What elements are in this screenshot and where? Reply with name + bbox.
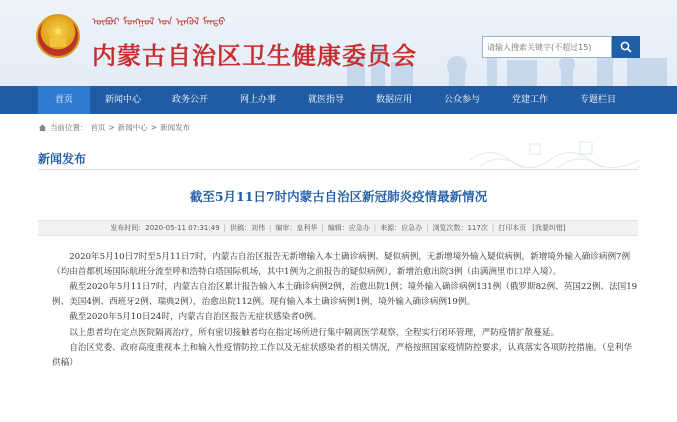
meta-separator: | [491,224,495,232]
print-link[interactable]: 打印本页 [498,224,527,232]
nav-item-data[interactable]: 数据应用 [375,95,412,105]
article-paragraph: 2020年5月10日7时至5月11日7时，内蒙古自治区报告无新增输入本土确诊病例、疑似病例，无新增境外输入疑似病例，新增境外输入确诊病例7例（均由首都机场国际航班分流至呼和浩特白塔国际机场，其中1例为之前报告的疑似病例），新增治愈出院3例（由满洲里市口岸入境）。 [52,252,631,277]
section-divider [38,169,638,170]
nav-item-home[interactable]: 首页 [38,86,90,114]
mongolian-site-name: ᠥᠪᠥᠷ ᠮᠣᠩᠭᠣᠯ ᠤᠨ ᠡᠷᠡᠭᠦᠯ ᠮᠡᠨᠳᠦ [92,17,226,28]
breadcrumb [38,122,190,133]
main-nav [0,86,677,114]
article-paragraph: 以上患者均在定点医院隔离治疗，所有密切接触者均在指定场所进行集中隔离医学观察，全程实行闭环管理，严防疫情扩散蔓延。 [69,327,560,338]
section-title: 新闻发布 [38,152,87,166]
breadcrumb-prefix: 当前位置： [50,123,88,132]
home-icon [38,123,47,132]
breadcrumb-news-center[interactable]: 新闻中心 [117,123,148,132]
article-paragraph: 截至2020年5月10日24时，内蒙古自治区报告无症状感染者0例。 [69,312,322,322]
nav-item-public-participation[interactable]: 公众参与 [443,95,480,105]
nav-item-news[interactable]: 新闻中心 [104,95,141,105]
breadcrumb-separator: > [108,123,115,132]
breadcrumb-news-release[interactable]: 新闻发布 [160,123,191,132]
meta-separator: | [321,224,324,232]
article-title: 截至5月11日7时内蒙古自治区新冠肺炎疫情最新情况 [189,189,488,204]
author: 供稿：刘伟 [230,224,266,232]
nav-item-party-building[interactable]: 党建工作 [511,95,548,105]
editor: 编审：皇利华 [275,224,318,232]
breadcrumb-home[interactable]: 首页 [90,123,106,132]
national-emblem-icon[interactable]: ★ [36,14,80,58]
nav-item-medical-guide[interactable]: 就医指导 [307,95,344,105]
article-paragraph: 截至2020年5月11日7时，内蒙古自治区累计报告输入本土确诊病例2例，治愈出院1例；境外输入确诊病例131例（俄罗斯82例、英国22例、法国19例、美国4例、西班牙2例、瑞典2例），治愈出院112例。现有输入本土确诊病例1例，境外输入确诊病例19例。 [52,282,638,307]
meta-separator: | [426,224,429,232]
article-meta [38,220,638,236]
meta-separator: | [373,224,377,232]
article-paragraph: 自治区党委、政府高度重视本土和输入性疫情防控工作以及无症状感染者的相关情况，严格按照国家疫情防控要求，认真落实各项防控措施。（皇利华 供稿） [52,343,633,368]
source: 来源：应急办 [380,224,423,232]
search-bar [482,36,640,58]
nav-item-online-services[interactable]: 网上办事 [239,95,276,105]
nav-item-special-topics[interactable]: 专题栏目 [579,95,616,105]
article-body [52,250,640,371]
search-button[interactable] [612,36,640,58]
meta-separator: | [223,224,227,232]
breadcrumb-separator: > [150,123,158,132]
view-count: 浏览次数：117次 [432,224,488,232]
report-error-link[interactable]: [我要纠错] [532,224,566,232]
edited-by: 编辑：应急办 [327,224,370,232]
publish-time: 发布时间：2020-05-11 07:31:49 [110,224,220,232]
search-input[interactable] [482,36,612,58]
nav-item-gov-affairs[interactable]: 政务公开 [171,95,208,105]
search-icon [620,41,632,53]
site-header [0,0,677,86]
site-title[interactable]: 内蒙古自治区卫生健康委员会 [92,42,417,70]
section-decoration [470,140,640,168]
meta-separator: | [269,224,272,232]
